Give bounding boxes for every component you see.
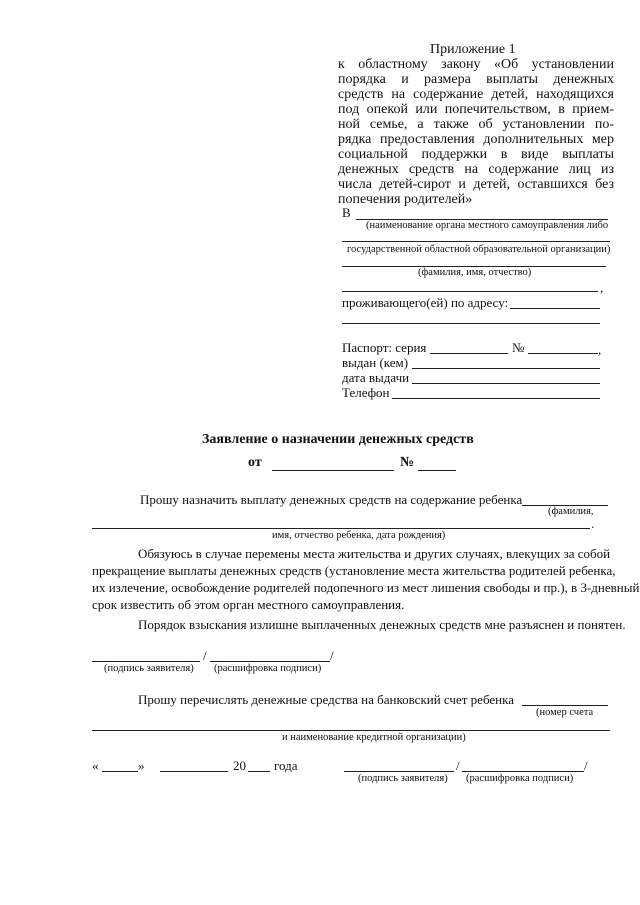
- child-name-line-2[interactable]: [92, 528, 590, 529]
- phone-label: Телефон: [342, 385, 390, 400]
- passport-comma: ,: [598, 342, 602, 357]
- passport-series-label: Паспорт: серия: [342, 340, 427, 355]
- address-line-1[interactable]: [510, 308, 600, 309]
- issue-date-label: дата выдачи: [342, 370, 410, 385]
- law-line: к областному закону «Об установлении: [338, 57, 614, 72]
- law-line: денежных средств на содержание лиц из: [338, 162, 614, 177]
- law-line: средств на содержание детей, находящихся: [338, 87, 614, 102]
- year-suffix: года: [274, 758, 298, 773]
- bank-hint: и наименование кредитной организации): [282, 732, 466, 743]
- child-hint-1: (фамилия,: [548, 506, 594, 517]
- signature-decode-line-2[interactable]: [462, 771, 584, 772]
- passport-number-line[interactable]: [528, 353, 598, 354]
- law-line: порядка и размера выплаты денежных: [338, 72, 614, 87]
- bank-account-line-2[interactable]: [92, 730, 610, 731]
- obligation-line: прекращение выплаты денежных средств (установление места жительства родителей ребенка,: [92, 563, 616, 578]
- application-number-line[interactable]: [418, 470, 456, 471]
- passport-series-line[interactable]: [430, 353, 508, 354]
- year-prefix: 20: [233, 758, 246, 773]
- signature-line-1[interactable]: [92, 661, 200, 662]
- slash: /: [584, 758, 588, 773]
- law-line-last: попечения родителей»: [338, 192, 473, 207]
- date-year-line[interactable]: [248, 771, 270, 772]
- number-label: №: [400, 455, 415, 470]
- law-line: рядка предоставления дополнительных мер: [338, 132, 614, 147]
- address-label: проживающего(ей) по адресу:: [342, 295, 509, 310]
- issue-date-line[interactable]: [412, 383, 600, 384]
- recovery-text: Порядок взыскания излишне выплаченных денежных средств мне разъяснен и понятен.: [138, 617, 626, 632]
- name-hint: (фамилия, имя, отчество): [418, 267, 532, 278]
- date-month-line[interactable]: [160, 771, 228, 772]
- org-hint-1: (наименование органа местного самоуправления либо: [366, 220, 609, 231]
- signature-hint-1: (подпись заявителя): [104, 663, 194, 674]
- applicant-name-line-2[interactable]: [342, 291, 598, 292]
- obligation-line: их излечение, освобождение родителей подопечного из мест лишения свободы и пр.), в 3-дневный: [92, 580, 640, 595]
- recipient-org-line-2[interactable]: [342, 241, 610, 242]
- child-hint-2: имя, отчество ребенка, дата рождения): [272, 530, 446, 541]
- date-open-quote: «: [92, 758, 99, 773]
- law-line: под опекой или попечительством, в прием-: [338, 102, 614, 117]
- law-line: социальной поддержки в виде выплаты: [338, 147, 614, 162]
- passport-number-label: №: [512, 340, 525, 355]
- signature-line-2[interactable]: [344, 771, 454, 772]
- bank-account-line-1[interactable]: [522, 705, 608, 706]
- slash: /: [203, 648, 207, 663]
- to-prefix: В: [342, 205, 351, 220]
- name-comma: ,: [600, 280, 604, 295]
- law-line: числа детей-сирот и детей, оставшихся без: [338, 177, 614, 192]
- issued-by-label: выдан (кем): [342, 355, 409, 370]
- phone-line[interactable]: [392, 398, 600, 399]
- bank-text: Прошу перечислять денежные средства на банковский счет ребенка: [138, 692, 515, 707]
- address-line-2[interactable]: [342, 323, 600, 324]
- account-hint: (номер счета: [536, 707, 594, 718]
- date-day-line[interactable]: [102, 771, 138, 772]
- issued-by-line[interactable]: [412, 368, 600, 369]
- date-close-quote: »: [138, 758, 145, 773]
- page-title: Заявление о назначении денежных средств: [202, 432, 474, 447]
- decode-hint-1: (расшифровка подписи): [214, 663, 322, 674]
- law-line: ной семье, а также об установлении по-: [338, 117, 614, 132]
- obligation-line: Обязуюсь в случае перемены места жительства и других случаях, влекущих за собой: [138, 546, 611, 561]
- slash: /: [330, 648, 334, 663]
- child-line-dot: .: [591, 516, 595, 531]
- request-text: Прошу назначить выплату денежных средств на содержание ребенка: [140, 492, 523, 507]
- slash: /: [456, 758, 460, 773]
- appendix-title: Приложение 1: [430, 42, 516, 57]
- application-date-line[interactable]: [272, 470, 394, 471]
- signature-hint-2: (подпись заявителя): [358, 773, 448, 784]
- org-hint-2: государственной областной образовательной организации): [347, 244, 611, 255]
- from-label: от: [248, 455, 262, 470]
- decode-hint-2: (расшифровка подписи): [466, 773, 574, 784]
- signature-decode-line-1[interactable]: [210, 661, 330, 662]
- obligation-line-last: срок известить об этом орган местного самоуправления.: [92, 597, 405, 612]
